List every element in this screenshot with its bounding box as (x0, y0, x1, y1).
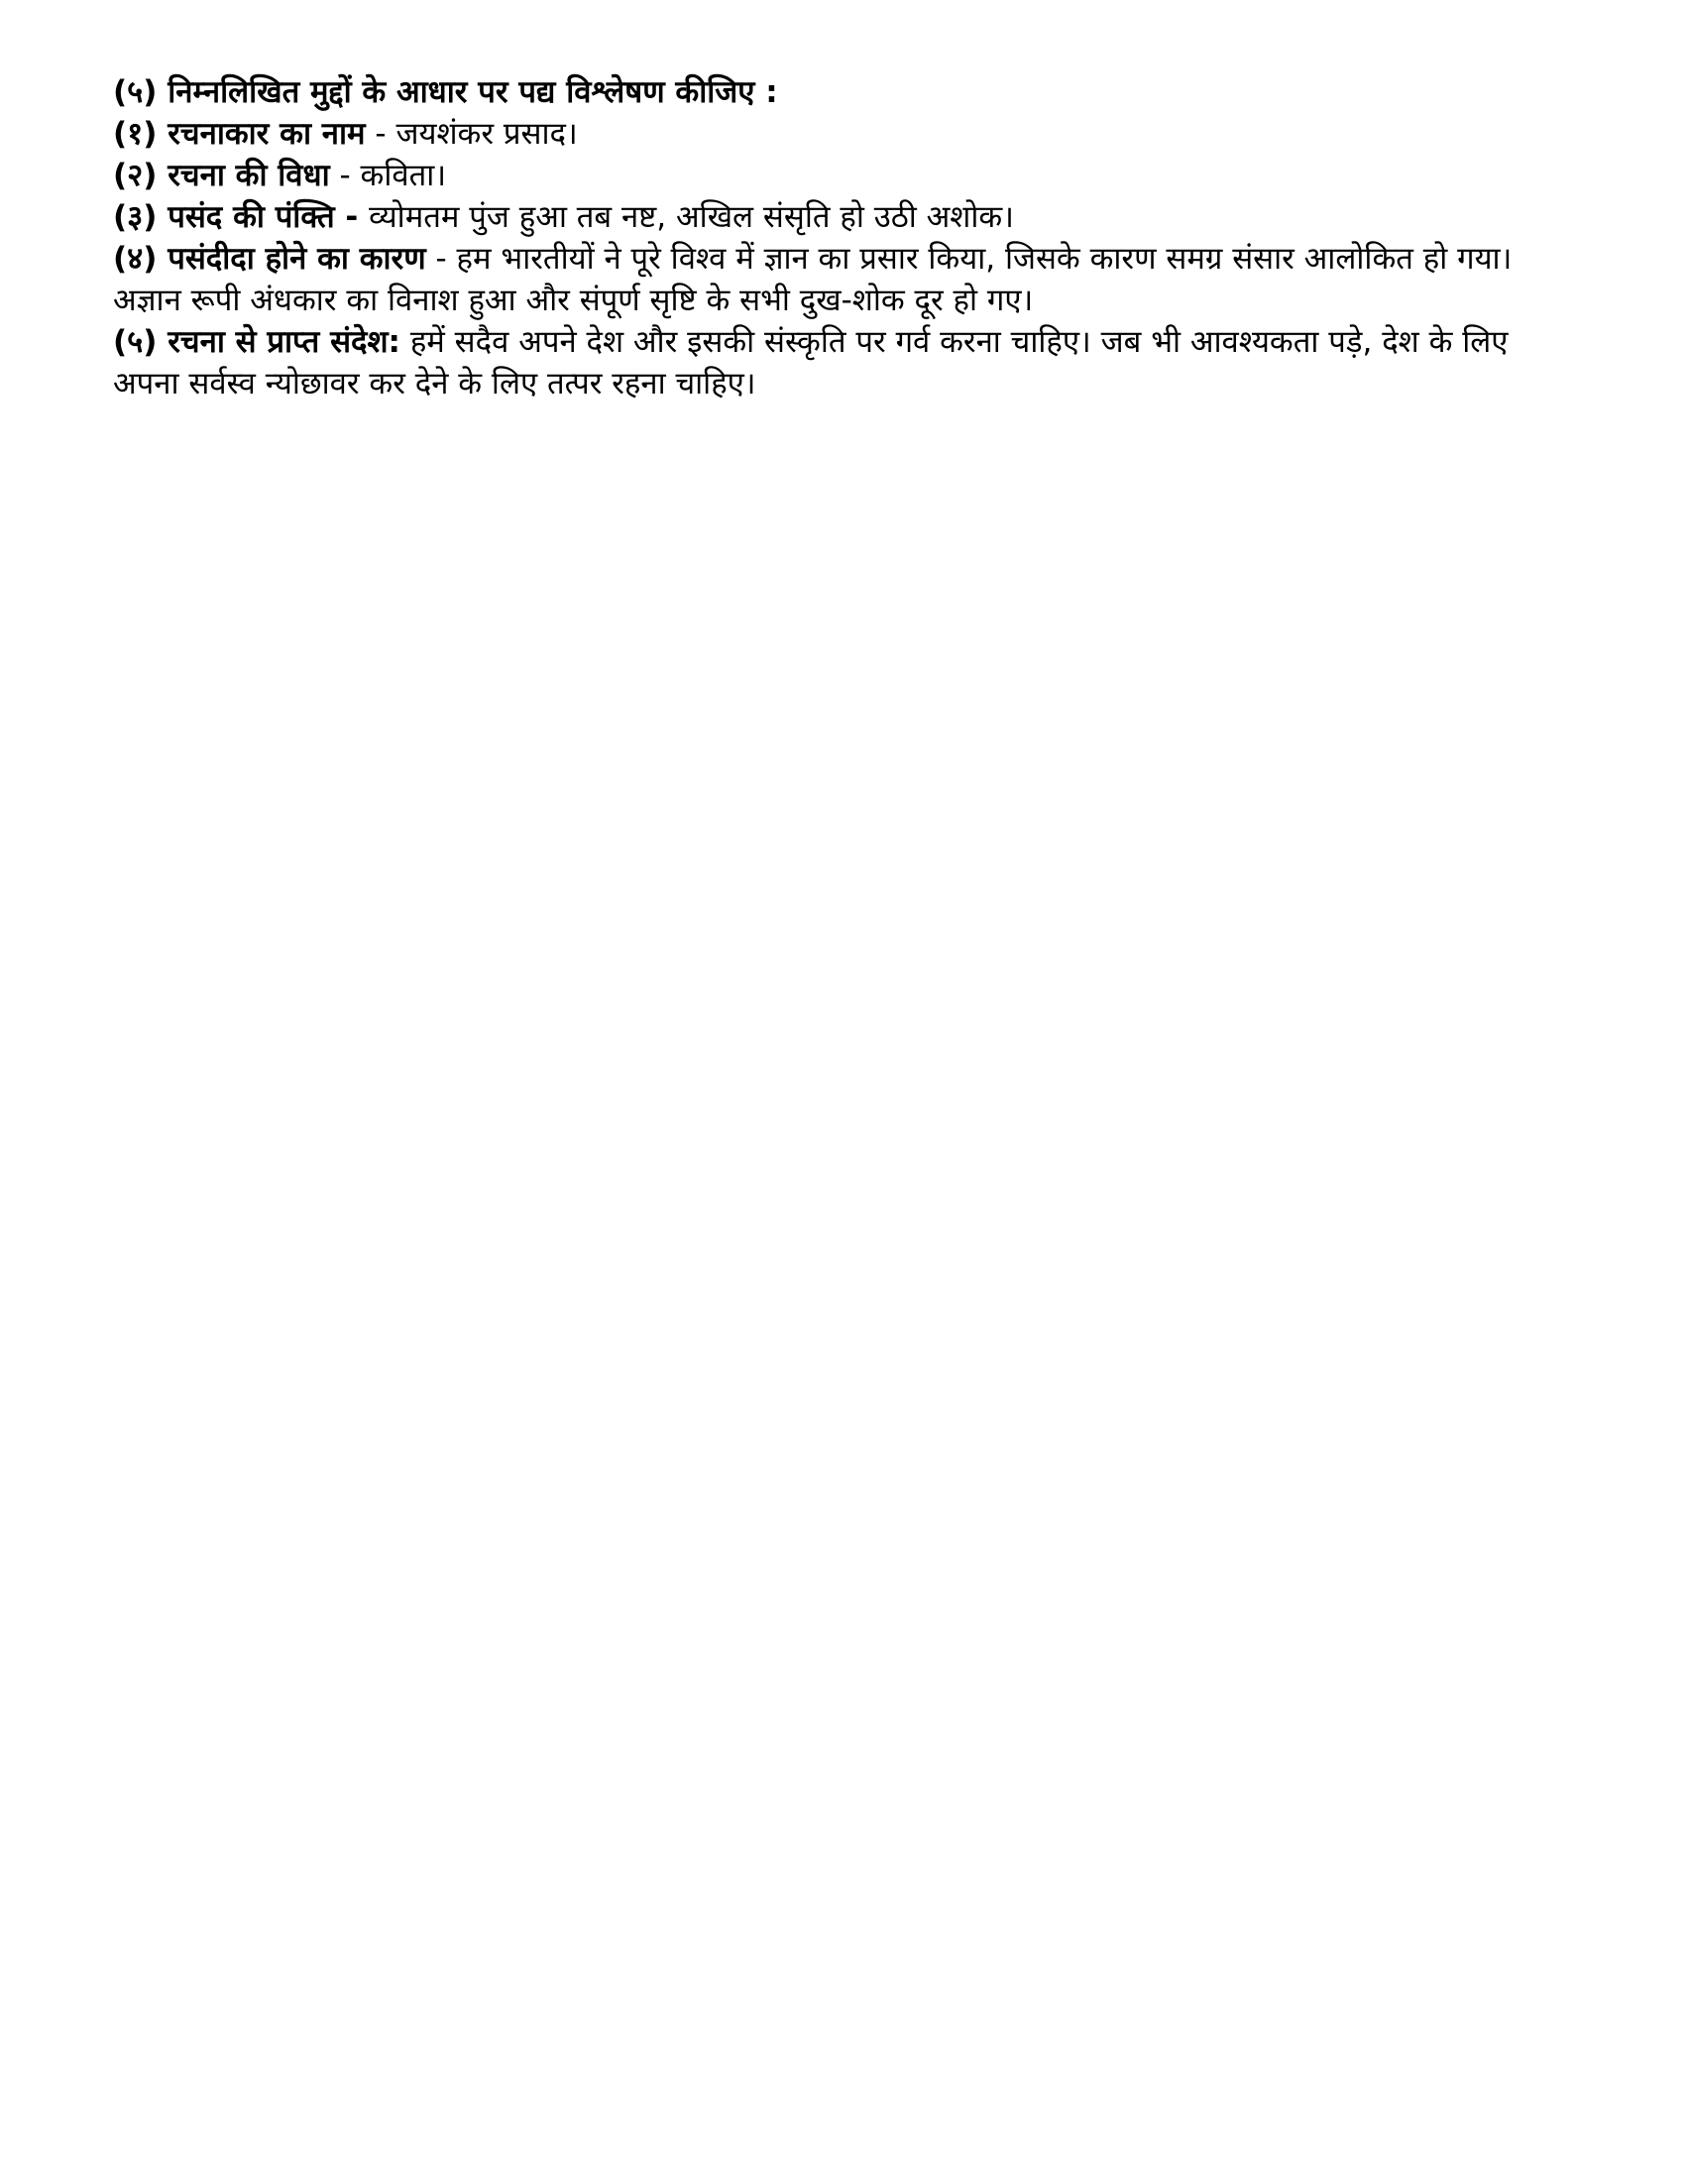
point-favourite-line (113, 196, 1540, 238)
point-label: (२) रचना की विधा (113, 158, 330, 193)
point-author-name (113, 113, 1540, 155)
point-separator: - (425, 241, 457, 277)
point-answer: व्योमतम पुंज हुआ तब नष्ट, अखिल संसृति हो उठी अशोक। (369, 199, 1014, 235)
question-heading: (५) निम्नलिखित मुद्दों के आधार पर पद्य विश्लेषण कीजिए : (113, 74, 778, 110)
point-separator (400, 324, 410, 360)
point-separator: - (329, 158, 361, 193)
point-label: (१) रचनाकार का नाम (113, 116, 366, 152)
point-answer: हम भारतीयों ने पूरे विश्व में ज्ञान का प्रसार किया, जिसके कारण समग्र संसार आलोकित हो गया। अज्ञान रूपी अंधकार का विनाश हुआ और संपूर्ण सृष्टि के सभी दुख-शोक दूर हो गए। (113, 241, 1513, 318)
point-separator: - (365, 116, 396, 152)
point-reason (113, 238, 1540, 321)
document-body (113, 71, 1540, 404)
point-message (113, 321, 1540, 404)
point-label: (३) पसंद की पंक्ति (113, 199, 335, 235)
point-label: (५) रचना से प्राप्त संदेश: (113, 324, 400, 360)
point-answer: हमें सदैव अपने देश और इसकी संस्कृति पर गर्व करना चाहिए। जब भी आवश्यकता पड़े, देश के लिए अपना सर्वस्व न्योछावर कर देने के लिए तत्पर रहना चाहिए। (113, 324, 1509, 402)
point-answer: कविता। (360, 158, 447, 193)
point-separator: - (334, 199, 370, 235)
point-answer: जयशंकर प्रसाद। (395, 116, 578, 152)
point-label: (४) पसंदीदा होने का कारण (113, 241, 426, 277)
point-genre (113, 155, 1540, 196)
